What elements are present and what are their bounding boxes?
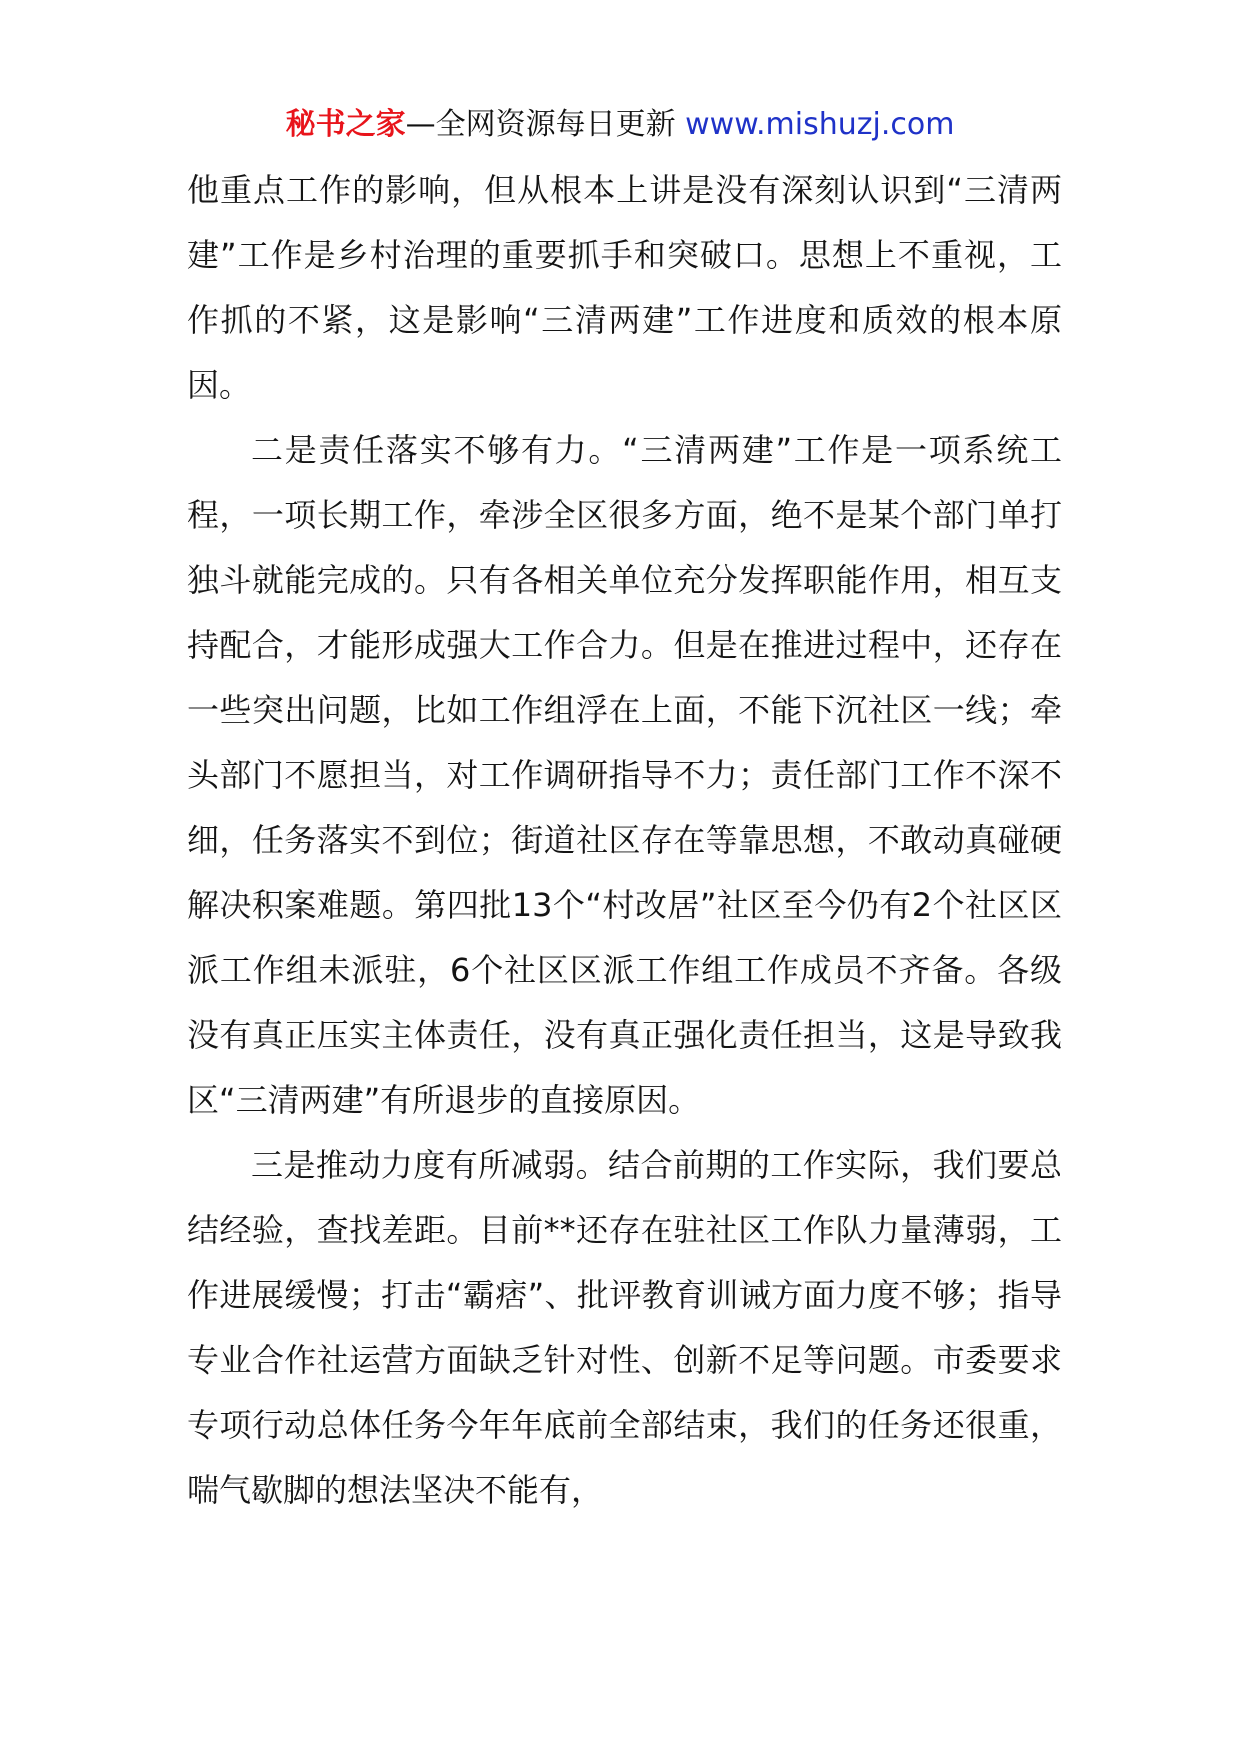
header-tagline: —全网资源每日更新 (405, 107, 676, 142)
paragraph-momentum: 三是推动力度有所减弱。结合前期的工作实际，我们要总结经验，查找差距。目前**还存在驻社区工作队力量薄弱，工作进展缓慢；打击“霸痞”、批评教育训诫方面力度不够；指导专业合作社运营方面缺乏针对性、创新不足等问题。市委要求专项行动总体任务今年年底前全部结束，我们的任务还很重，喘气歇脚的想法坚决不能有， (187, 1146, 1062, 1509)
page-header (0, 103, 1240, 147)
paragraph-continuation: 他重点工作的影响，但从根本上讲是没有深刻认识到“三清两建”工作是乡村治理的重要抓手和突破口。思想上不重视，工作抓的不紧，这是影响“三清两建”工作进度和质效的根本原因。 (187, 171, 1062, 404)
brand-name: 秘书之家 (285, 107, 406, 142)
document-body (187, 158, 1062, 1523)
site-url-link[interactable]: www.mishuzj.com (685, 107, 955, 142)
paragraph-responsibility: 二是责任落实不够有力。“三清两建”工作是一项系统工程，一项长期工作，牵涉全区很多方面，绝不是某个部门单打独斗就能完成的。只有各相关单位充分发挥职能作用，相互支持配合，才能形成强大工作合力。但是在推进过程中，还存在一些突出问题，比如工作组浮在上面，不能下沉社区一线；牵头部门不愿担当，对工作调研指导不力；责任部门工作不深不细，任务落实不到位；街道社区存在等靠思想，不敢动真碰硬解决积案难题。第四批13个“村改居”社区至今仍有2个社区区派工作组未派驻，6个社区区派工作组工作成员不齐备。各级没有真正压实主体责任，没有真正强化责任担当，这是导致我区“三清两建”有所退步的直接原因。 (187, 431, 1062, 1119)
